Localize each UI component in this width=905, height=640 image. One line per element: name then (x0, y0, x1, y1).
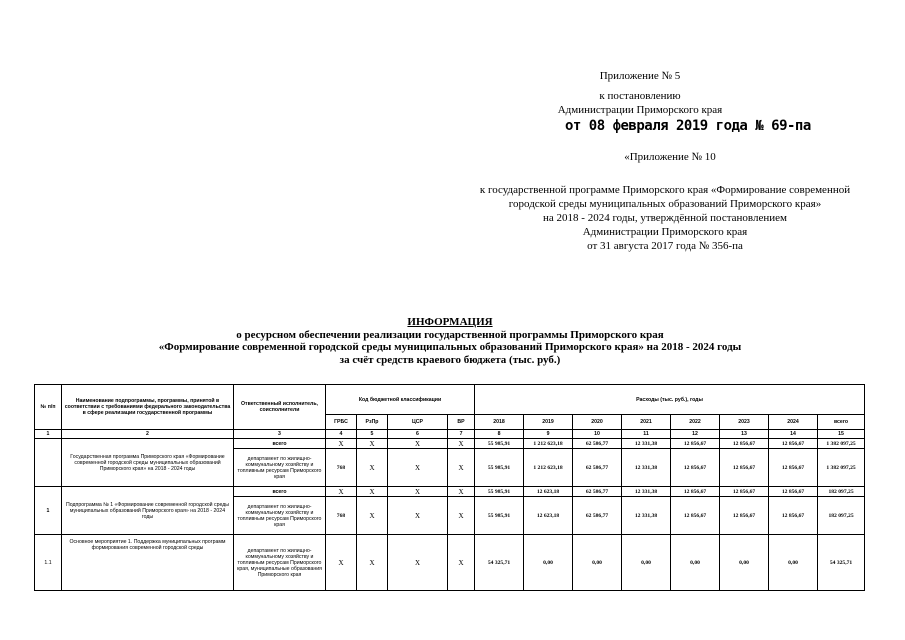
cell-vr: Х (448, 487, 475, 497)
cell-value: 62 586,77 (573, 439, 622, 449)
cell-value: 1 212 623,18 (524, 449, 573, 487)
column-number: 8 (475, 430, 524, 439)
cell-grbs: 768 (326, 449, 357, 487)
header-year: 2022 (671, 415, 720, 430)
cell-value: 0,00 (671, 535, 720, 591)
title-line: о ресурсном обеспечении реализации государственной программы Приморского края (236, 328, 664, 341)
header-year: 2023 (720, 415, 769, 430)
cell-value: 12 856,67 (671, 487, 720, 497)
cell-total: 54 325,71 (818, 535, 865, 591)
column-number: 11 (622, 430, 671, 439)
row-executor: департамент по жилищно-коммунальному хозяйству и топливным ресурсам Приморского края (234, 497, 326, 535)
cell-value: 0,00 (573, 535, 622, 591)
cell-value: 55 985,91 (475, 439, 524, 449)
cell-rzpr: Х (357, 497, 388, 535)
title-line: «Формирование современной городской среды муниципальных образований Приморского края» на 2018 - 2024 годы (158, 341, 742, 353)
column-number: 12 (671, 430, 720, 439)
cell-value: 12 856,67 (720, 497, 769, 535)
column-number: 13 (720, 430, 769, 439)
header-year: 2018 (475, 415, 524, 430)
cell-value: 0,00 (622, 535, 671, 591)
column-number: 2 (62, 430, 234, 439)
row-name: Подпрограмма № 1 «Формирование современной городской среды муниципальных образований Приморского края» на 2018 - 2024 годы (62, 487, 234, 535)
cell-rzpr: Х (357, 535, 388, 591)
column-number: 9 (524, 430, 573, 439)
row-name: Основное мероприятие 1. Поддержка муниципальных программ формирования современной городской среды (62, 535, 234, 591)
column-number: 7 (448, 430, 475, 439)
program-reference-line: городской среды муниципальных образований Приморского края» (508, 198, 822, 210)
header-vr: ВР (448, 415, 475, 430)
cell-value: 12 331,38 (622, 449, 671, 487)
cell-total: 1 382 097,25 (818, 449, 865, 487)
header-year: 2019 (524, 415, 573, 430)
appendix-5-label: Приложение № 5 (599, 70, 681, 82)
column-number: 3 (234, 430, 326, 439)
column-number: 14 (769, 430, 818, 439)
cell-total: 1 382 097,25 (818, 439, 865, 449)
cell-value: 12 856,67 (769, 449, 818, 487)
cell-value: 12 856,67 (720, 487, 769, 497)
title-line: за счёт средств краевого бюджета (тыс. руб.) (339, 353, 561, 366)
resource-table (34, 384, 865, 591)
cell-rzpr: Х (357, 487, 388, 497)
cell-value: 12 856,67 (769, 439, 818, 449)
cell-vr: Х (448, 535, 475, 591)
cell-value: 12 623,18 (524, 497, 573, 535)
header-name: Наименование подпрограммы, программы, принятой в соответствии с требованиями федерального законодательства в сфере реализации государственной программы (62, 385, 234, 430)
to-resolution-label: к постановлению (599, 90, 681, 102)
cell-value: 12 856,67 (769, 497, 818, 535)
cell-total: 182 097,25 (818, 487, 865, 497)
header-executor: Ответственный исполнитель, соисполнители (234, 385, 326, 430)
header-grbs: ГРБС (326, 415, 357, 430)
column-number: 4 (326, 430, 357, 439)
cell-value: 12 856,67 (671, 497, 720, 535)
cell-vr: Х (448, 449, 475, 487)
column-number: 1 (35, 430, 62, 439)
cell-value: 0,00 (524, 535, 573, 591)
program-reference-line: Администрации Приморского края (582, 226, 748, 238)
cell-value: 12 856,67 (671, 449, 720, 487)
cell-grbs: Х (326, 487, 357, 497)
cell-value: 0,00 (720, 535, 769, 591)
document-title (130, 316, 770, 366)
header-total: всего (818, 415, 865, 430)
row-executor: департамент по жилищно-коммунальному хозяйству и топливным ресурсам Приморского края (234, 449, 326, 487)
cell-vr: Х (448, 497, 475, 535)
header-year: 2021 (622, 415, 671, 430)
administration-label: Администрации Приморского края (557, 104, 723, 116)
cell-grbs: Х (326, 535, 357, 591)
cell-value: 12 623,18 (524, 487, 573, 497)
cell-csr: Х (388, 449, 448, 487)
row-num: 1.1 (35, 535, 62, 591)
cell-value: 12 331,38 (622, 487, 671, 497)
header-rzpr: РзПр (357, 415, 388, 430)
program-reference-line: от 31 августа 2017 года № 356-па (587, 240, 743, 252)
cell-value: 62 586,77 (573, 449, 622, 487)
cell-value: 12 856,67 (671, 439, 720, 449)
cell-value: 55 985,91 (475, 497, 524, 535)
header-csr: ЦСР (388, 415, 448, 430)
cell-csr: Х (388, 497, 448, 535)
cell-vr: Х (448, 439, 475, 449)
column-number: 6 (388, 430, 448, 439)
cell-grbs: Х (326, 439, 357, 449)
cell-value: 55 985,91 (475, 487, 524, 497)
row-name: Государственная программа Приморского края «Формирование современной городской среды муниципальных образований Приморского края» на 2018 - 2024 годы (62, 439, 234, 487)
header-num: № п/п (35, 385, 62, 430)
cell-value: 1 212 623,18 (524, 439, 573, 449)
row-num: 1 (35, 487, 62, 535)
cell-value: 0,00 (769, 535, 818, 591)
cell-csr: Х (388, 535, 448, 591)
cell-value: 12 856,67 (769, 487, 818, 497)
header-budget-code: Код бюджетной классификации (326, 385, 475, 415)
cell-grbs: 768 (326, 497, 357, 535)
column-number: 15 (818, 430, 865, 439)
appendix-10-label: «Приложение № 10 (624, 151, 716, 163)
cell-value: 12 856,67 (720, 439, 769, 449)
cell-csr: Х (388, 487, 448, 497)
column-number: 5 (357, 430, 388, 439)
cell-value: 12 856,67 (720, 449, 769, 487)
header-year: 2024 (769, 415, 818, 430)
column-number: 10 (573, 430, 622, 439)
cell-value: 62 586,77 (573, 487, 622, 497)
resolution-date: от 08 февраля 2019 года № 69-па (565, 118, 811, 134)
row-executor: всего (234, 439, 326, 449)
cell-rzpr: Х (357, 449, 388, 487)
cell-value: 12 331,38 (622, 439, 671, 449)
program-reference (455, 183, 875, 253)
header-expenses: Расходы (тыс. руб.), годы (475, 385, 865, 415)
header-year: 2020 (573, 415, 622, 430)
cell-value: 55 985,91 (475, 449, 524, 487)
program-reference-line: на 2018 - 2024 годы, утверждённой постановлением (543, 212, 787, 224)
row-executor: всего (234, 487, 326, 497)
cell-total: 182 097,25 (818, 497, 865, 535)
cell-csr: Х (388, 439, 448, 449)
program-reference-line: к государственной программе Приморского края «Формирование современной (479, 184, 851, 196)
title-line: ИНФОРМАЦИЯ (407, 316, 493, 328)
row-executor: департамент по жилищно-коммунальному хозяйству и топливным ресурсам Приморского края, муниципальные образования Приморского края (234, 535, 326, 591)
cell-value: 62 586,77 (573, 497, 622, 535)
cell-rzpr: Х (357, 439, 388, 449)
row-num (35, 439, 62, 487)
cell-value: 54 325,71 (475, 535, 524, 591)
cell-value: 12 331,38 (622, 497, 671, 535)
